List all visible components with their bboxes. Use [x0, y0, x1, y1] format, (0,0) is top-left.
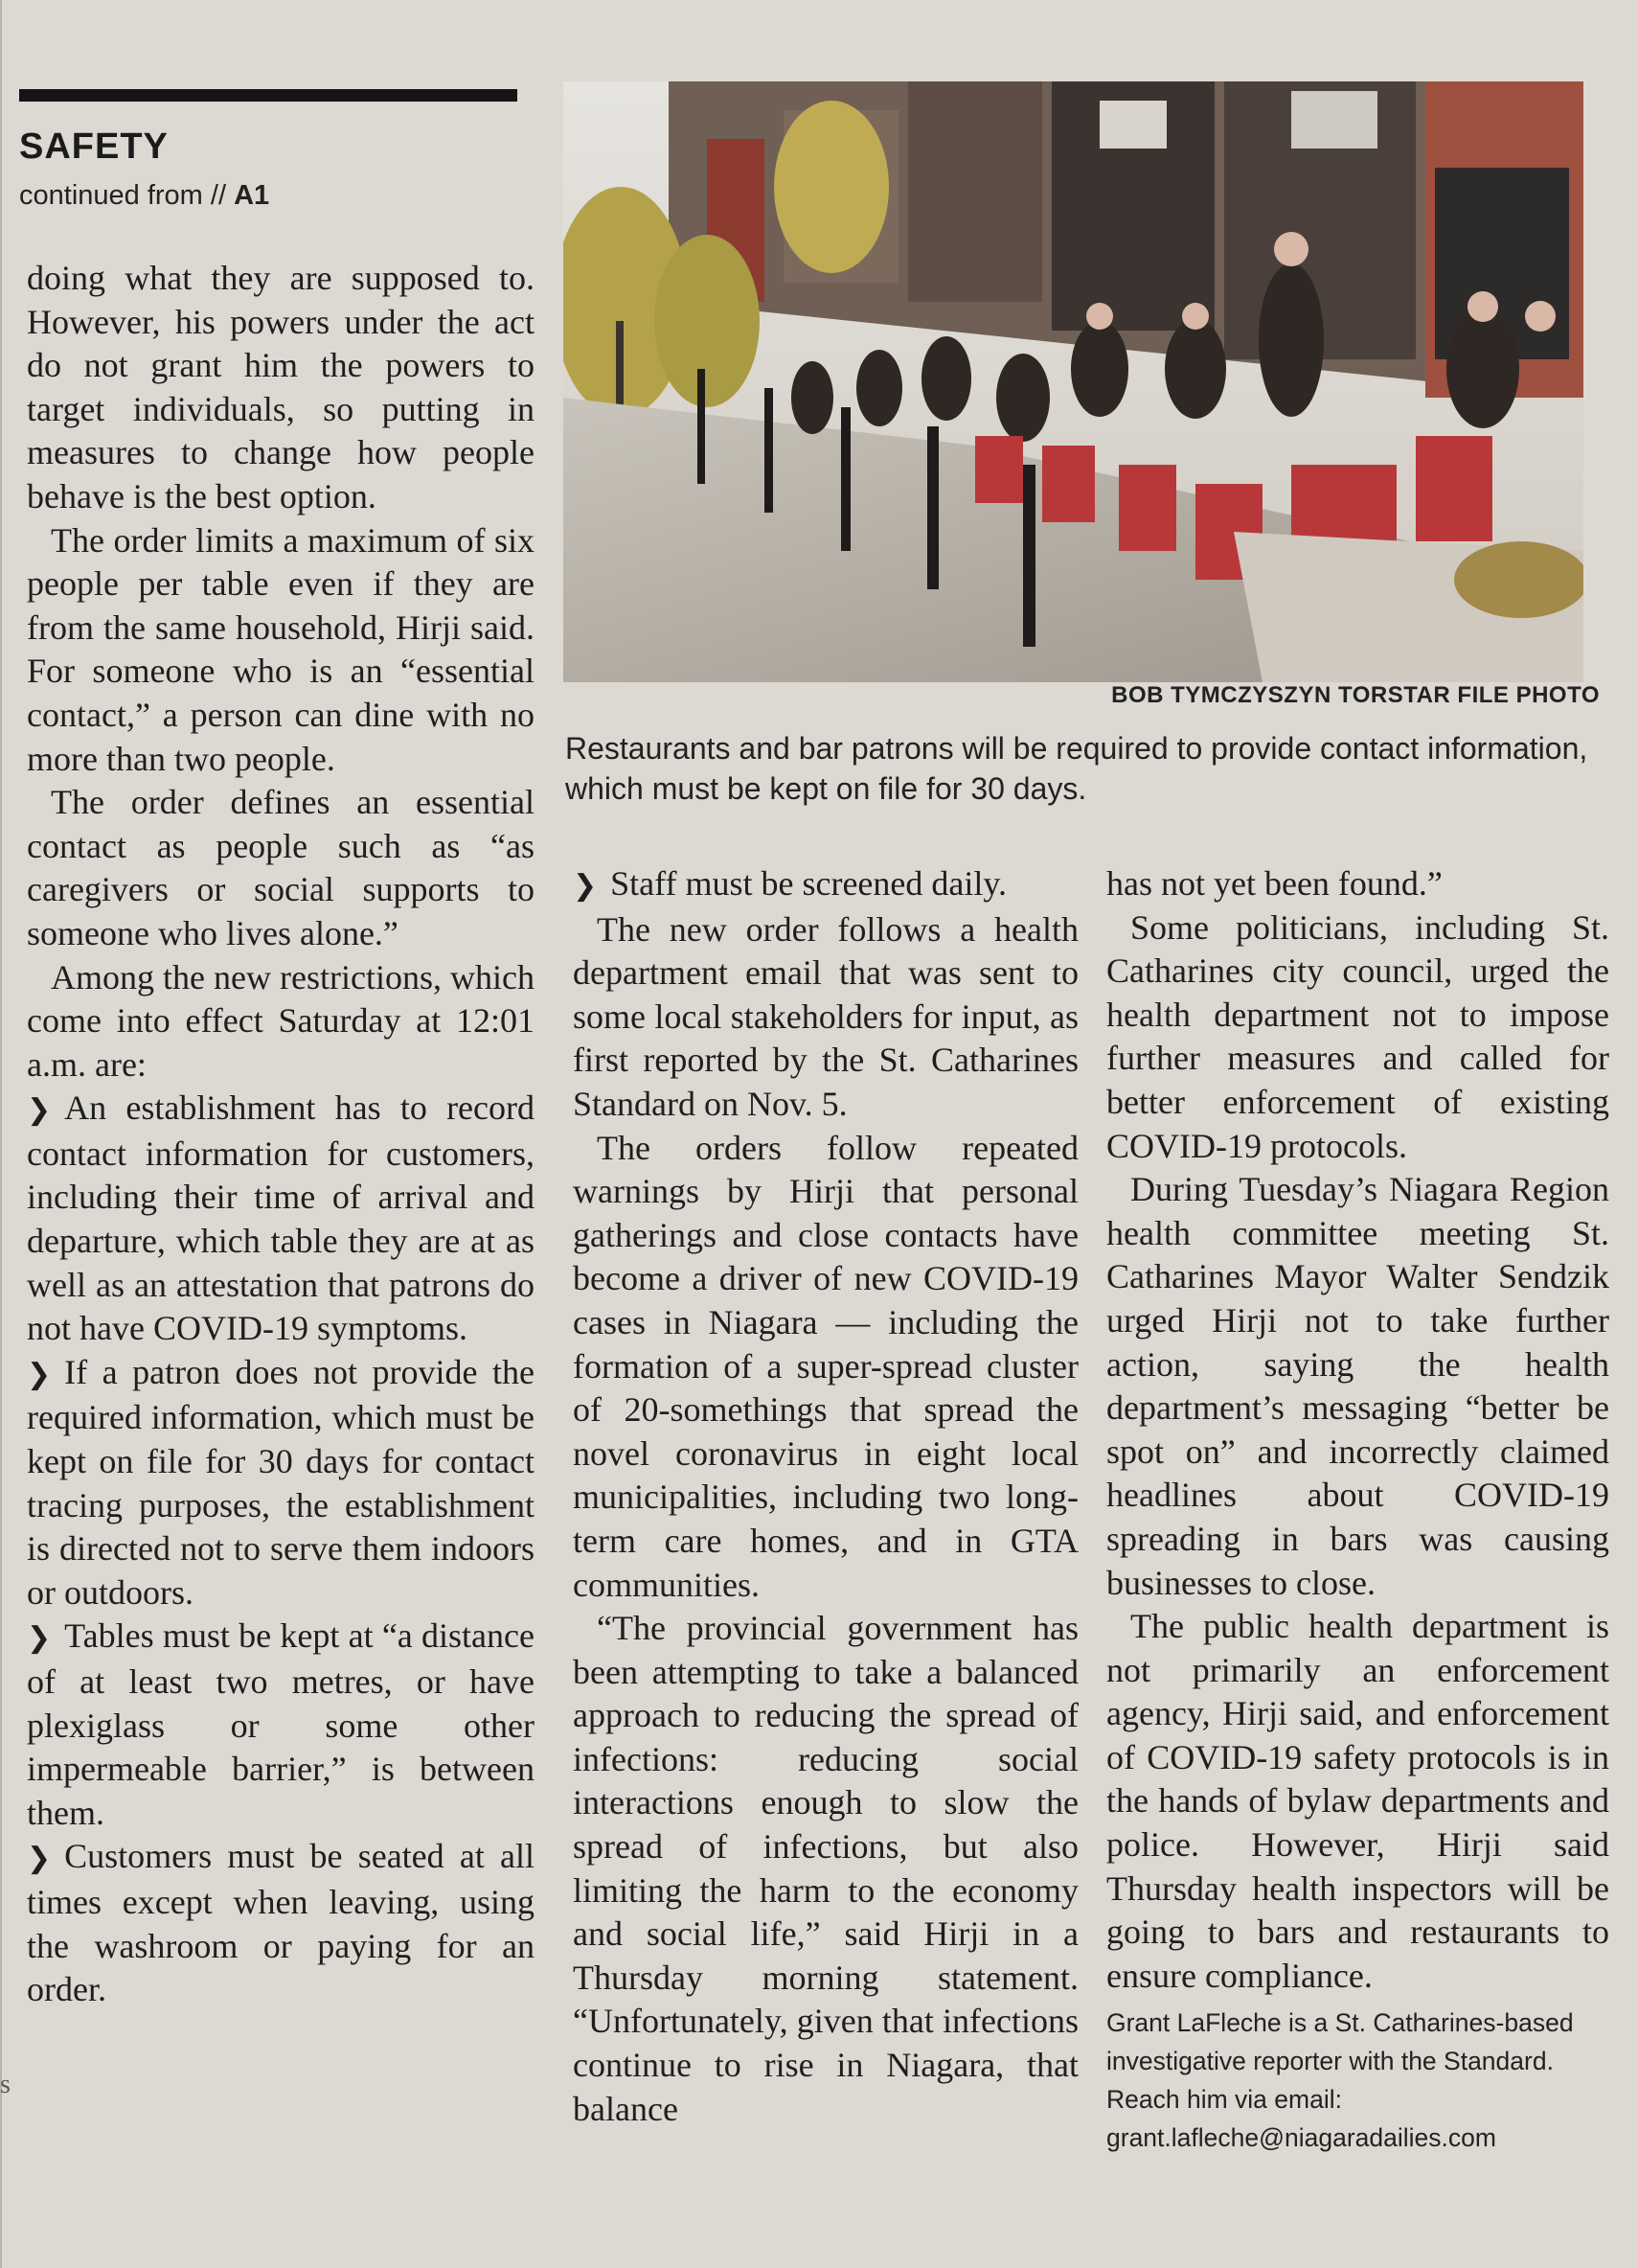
continued-page: A1 [234, 180, 270, 211]
chevron-right-icon: ❯ [27, 1357, 52, 1391]
article-column-2 [573, 862, 1079, 2131]
article-column-3 [1106, 862, 1609, 2157]
photo-credit: BOB TYMCZYSZYN TORSTAR FILE PHOTO [1111, 682, 1600, 708]
chevron-right-icon: ❯ [27, 1621, 52, 1656]
chevron-right-icon: ❯ [27, 1842, 52, 1876]
bullet-item [27, 1351, 535, 1615]
paragraph: The new order follows a health department email that was sent to some local stakeholders for input, as first reported by the St. Catharines Standard on Nov. 5. [573, 909, 1079, 1123]
author-bio: Grant LaFleche is a St. Catharines-based investigative reporter with the Standard. Reach him via email: grant.lafleche@niagaradailies.com [1106, 2008, 1574, 2153]
chevron-right-icon: ❯ [27, 1093, 52, 1128]
chevron-right-icon: ❯ [573, 869, 598, 903]
patio-photo-illustration [563, 81, 1583, 682]
section-rule [19, 89, 517, 102]
bullet-item [27, 1835, 535, 2011]
paragraph: The public health department is not primarily an enforcement agency, Hirji said, and enforcement of COVID-19 safety protocols is in the hands of bylaw departments and police. However, Hirji said Thursday health inspectors will be going to bars and restaurants to ensure compliance. [1106, 1607, 1609, 1995]
paragraph: Some politicians, including St. Catharines city council, urged the health department not to impose further measures and called for better enforcement of existing COVID-19 protocols. [1106, 907, 1609, 1165]
paragraph: Among the new restrictions, which come into effect Saturday at 12:01 a.m. are: [27, 957, 535, 1084]
paragraph: The order defines an essential contact as people such as “as caregivers or social supports to someone who lives alone.” [27, 783, 535, 952]
bullet-text: Tables must be kept at “a distance of at least two metres, or have plexiglass or some other impermeable barrier,” is between them. [27, 1616, 535, 1832]
bullet-item [573, 862, 1079, 908]
bullet-text: If a patron does not provide the required information, which must be kept on file for 30 days for contact tracing purposes, the establishment is directed not to serve them indoors or outdoors. [27, 1352, 535, 1612]
article-column-1 [27, 257, 535, 2012]
continued-from [19, 180, 269, 212]
page-edge [0, 0, 2, 2268]
patio-photo [563, 81, 1583, 682]
paragraph: “The provincial government has been attempting to take a balanced approach to reducing the spread of infections: reducing social interactions enough to slow the spread of infections, but also limiting the harm to the economy and social life,” said Hirji in a Thursday morning statement. “Unfortunately, given that infections continue to rise in Niagara, that balance [573, 1609, 1079, 2128]
bullet-text: Customers must be seated at all times except when leaving, using the washroom or paying for an order. [27, 1837, 535, 2009]
paragraph: The order limits a maximum of six people per table even if they are from the same household, Hirji said. For someone who is an “essential contact,” a person can dine with no more than two people. [27, 520, 535, 778]
bullet-item [27, 1087, 535, 1351]
margin-letter: s [0, 2070, 11, 2099]
paragraph: The orders follow repeated warnings by Hirji that personal gatherings and close contacts have become a driver of new COVID-19 cases in Niagara — including the formation of a super-spread cluster of 20-somethings that spread the novel coronavirus in eight local municipalities, including two long-term care homes, and in GTA communities. [573, 1128, 1079, 1604]
paragraph: has not yet been found.” [1106, 864, 1443, 903]
section-label: SAFETY [19, 126, 169, 167]
photo-caption: Restaurants and bar patrons will be required to provide contact information, which must be kept on file for 30 days. [565, 731, 1588, 806]
paragraph: doing what they are supposed to. However, his powers under the act do not grant him the powers to target individuals, so putting in measures to change how people behave is the best option. [27, 259, 535, 515]
paragraph: During Tuesday’s Niagara Region health committee meeting St. Catharines Mayor Walter Sendzik urged Hirji not to take further action, saying the health department’s messaging “better be spot on” and incorrectly claimed headlines about COVID-19 spreading in bars was causing businesses to close. [1106, 1170, 1609, 1602]
continued-text: continued from // [19, 180, 235, 211]
bullet-text: Staff must be screened daily. [610, 864, 1008, 903]
bullet-text: An establishment has to record contact information for customers, including their time of arrival and departure, which table they are at as well as an attestation that patrons do not have COVID-19 symptoms. [27, 1088, 535, 1348]
bullet-item [27, 1615, 535, 1835]
